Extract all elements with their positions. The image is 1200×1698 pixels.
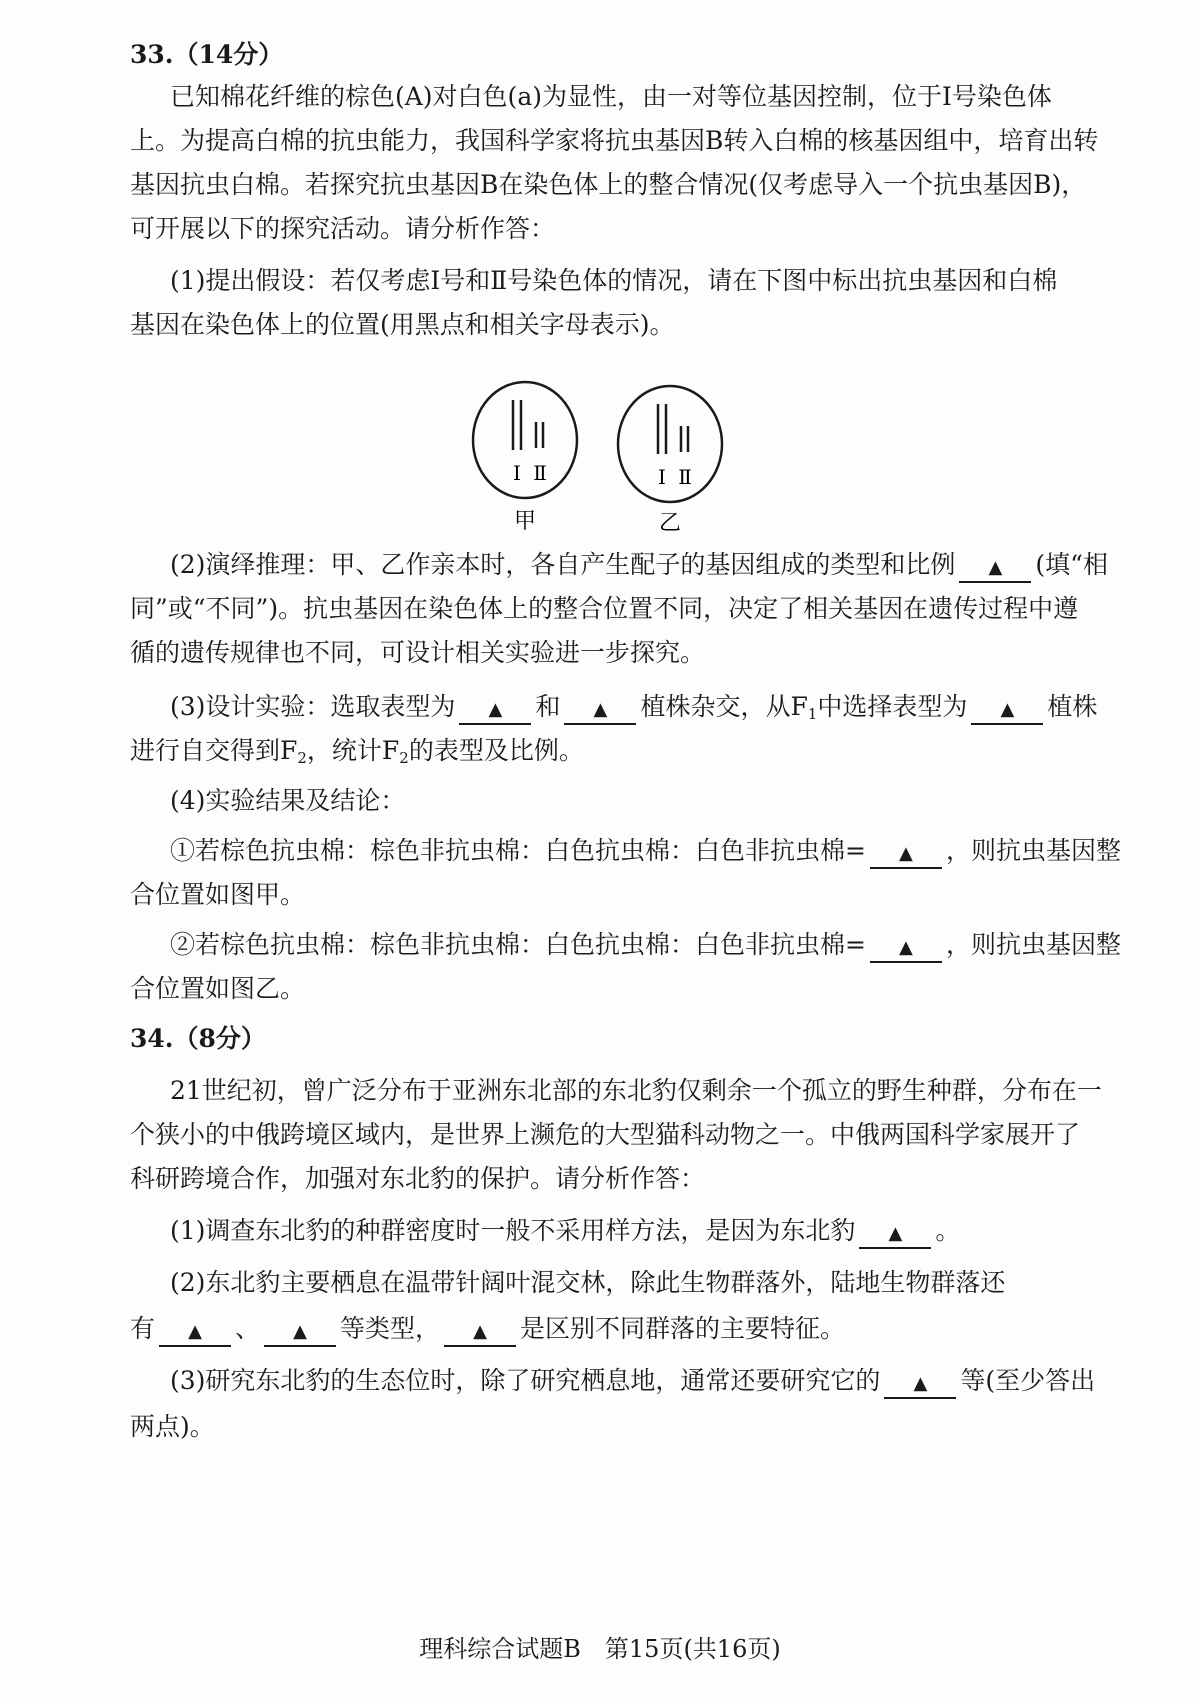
q33-part2-text: (填“相 <box>1035 550 1108 579</box>
q33-part2-line: 循的遗传规律也不同，可设计相关实验进一步探究。 <box>130 638 706 667</box>
label-II: Ⅱ <box>533 461 547 485</box>
q33-result1-line: 合位置如图甲。 <box>130 880 306 909</box>
q33-intro-line: 已知棉花纤维的棕色(A)对白色(a)为显性，由一对等位基因控制，位于Ⅰ号染色体 <box>170 82 1052 111</box>
q34-part2-text: 、 <box>235 1314 261 1343</box>
q34-intro-line: 科研跨境合作，加强对东北豹的保护。请分析作答： <box>130 1164 706 1193</box>
blank-triangle-icon: ▲ <box>293 1321 307 1342</box>
q34-part2-text: 有 <box>130 1314 156 1343</box>
q33-result-text: ，则抗虫基因整 <box>945 836 1121 865</box>
q33-result-text: ，则抗虫基因整 <box>945 930 1121 959</box>
cell-membrane <box>473 382 577 498</box>
blank-triangle-icon: ▲ <box>593 699 608 720</box>
answer-blank[interactable] <box>444 1316 516 1347</box>
cell-yi <box>618 386 722 536</box>
q34-part2-text: 等类型， <box>340 1314 441 1343</box>
q33-part3-text: ，统计F <box>306 736 400 765</box>
answer-blank[interactable] <box>870 838 942 869</box>
q33-result1-line <box>170 834 1121 869</box>
answer-blank[interactable] <box>264 1316 336 1347</box>
q33-result2-line: 合位置如图乙。 <box>130 974 306 1003</box>
cell-label-yi: 乙 <box>658 511 682 536</box>
q33-part1-line: (1)提出假设：若仅考虑Ⅰ号和Ⅱ号染色体的情况，请在下图中标出抗虫基因和白棉 <box>170 266 1058 295</box>
blank-triangle-icon: ▲ <box>473 1321 487 1342</box>
answer-blank[interactable] <box>564 694 636 725</box>
cell-membrane <box>618 386 722 502</box>
q33-part2-line: 同”或“不同”)。抗虫基因在染色体上的整合位置不同，决定了相关基因在遗传过程中遵 <box>130 594 1079 623</box>
q33-part3-text: 进行自交得到F <box>130 736 298 765</box>
q33-part3-line <box>130 734 1060 775</box>
q33-part3-text: 植株 <box>1047 692 1098 721</box>
q34-part2-line: (2)东北豹主要栖息在温带针阔叶混交林，除此生物群落外，陆地生物群落还 <box>170 1268 1006 1297</box>
answer-blank[interactable] <box>159 1316 231 1347</box>
blank-triangle-icon: ▲ <box>188 1321 202 1342</box>
q33-part3-text: 中选择表型为 <box>817 692 968 721</box>
q34-part2-text: 是区别不同群落的主要特征。 <box>520 1314 846 1343</box>
q34-part2-line <box>130 1312 1060 1347</box>
q33-intro-line: 上。为提高白棉的抗虫能力，我国科学家将抗虫基因B转入白棉的核基因组中，培育出转 <box>130 126 1099 155</box>
q33-intro-line: 可开展以下的探究活动。请分析作答： <box>130 214 556 243</box>
q34-part3-text: 等(至少答出 <box>960 1366 1096 1395</box>
cell-label-jia: 甲 <box>513 509 537 534</box>
answer-blank[interactable] <box>459 694 531 725</box>
q34-part3-line: 两点)。 <box>130 1412 215 1441</box>
q33-part3-line <box>170 690 1100 731</box>
subscript: 2 <box>297 749 307 767</box>
q33-result2-line <box>170 928 1121 963</box>
subscript: 2 <box>399 749 409 767</box>
question-33-header: 33.（14分） <box>130 40 284 69</box>
answer-blank[interactable] <box>959 552 1031 583</box>
answer-blank[interactable] <box>971 694 1043 725</box>
q33-part1-line: 基因在染色体上的位置(用黑点和相关字母表示)。 <box>130 310 675 339</box>
q33-intro-line: 基因抗虫白棉。若探究抗虫基因B在染色体上的整合情况(仅考虑导入一个抗虫基因B)， <box>130 170 1087 199</box>
blank-triangle-icon: ▲ <box>913 1373 928 1394</box>
q34-part1-text: (1)调查东北豹的种群密度时一般不采用样方法，是因为东北豹 <box>170 1216 856 1245</box>
label-I: Ⅰ <box>513 461 521 485</box>
q34-part3-line <box>170 1364 1100 1399</box>
q33-part3-text: (3)设计实验：选取表型为 <box>170 692 456 721</box>
answer-blank[interactable] <box>884 1368 956 1399</box>
blank-triangle-icon: ▲ <box>899 843 913 864</box>
blank-triangle-icon: ▲ <box>888 1223 903 1244</box>
answer-blank[interactable] <box>859 1218 931 1249</box>
q33-part3-text: 植株杂交，从F <box>640 692 808 721</box>
q34-part1-text: 。 <box>935 1216 961 1245</box>
label-II: Ⅱ <box>678 465 692 489</box>
q34-intro-line: 个狭小的中俄跨境区域内，是世界上濒危的大型猫科动物之一。中俄两国科学家展开了 <box>130 1120 1081 1149</box>
subscript: 1 <box>807 705 818 723</box>
q33-result-text: ①若棕色抗虫棉：棕色非抗虫棉：白色抗虫棉：白色非抗虫棉= <box>170 836 866 865</box>
q34-part1-line <box>170 1214 1100 1249</box>
q34-intro-line: 21世纪初，曾广泛分布于亚洲东北部的东北豹仅剩余一个孤立的野生种群，分布在一 <box>170 1076 1102 1105</box>
page-footer: 理科综合试题B 第15页(共16页) <box>419 1635 781 1663</box>
q33-part2-line <box>170 548 1108 583</box>
q34-part3-text: (3)研究东北豹的生态位时，除了研究栖息地，通常还要研究它的 <box>170 1366 881 1395</box>
q33-part4-line: (4)实验结果及结论： <box>170 786 406 815</box>
blank-triangle-icon: ▲ <box>1000 699 1015 720</box>
label-I: Ⅰ <box>658 465 666 489</box>
answer-blank[interactable] <box>870 932 942 963</box>
blank-triangle-icon: ▲ <box>988 557 1003 578</box>
q33-part3-text: 的表型及比例。 <box>408 736 584 765</box>
blank-triangle-icon: ▲ <box>488 699 503 720</box>
question-34-header: 34.（8分） <box>130 1024 266 1053</box>
blank-triangle-icon: ▲ <box>899 937 913 958</box>
cell-jia <box>473 382 577 534</box>
q33-result-text: ②若棕色抗虫棉：棕色非抗虫棉：白色抗虫棉：白色非抗虫棉= <box>170 930 866 959</box>
q33-part2-text: (2)演绎推理：甲、乙作亲本时，各自产生配子的基因组成的类型和比例 <box>170 550 956 579</box>
chromosome-diagram <box>470 380 810 540</box>
q33-part3-text: 和 <box>535 692 561 721</box>
